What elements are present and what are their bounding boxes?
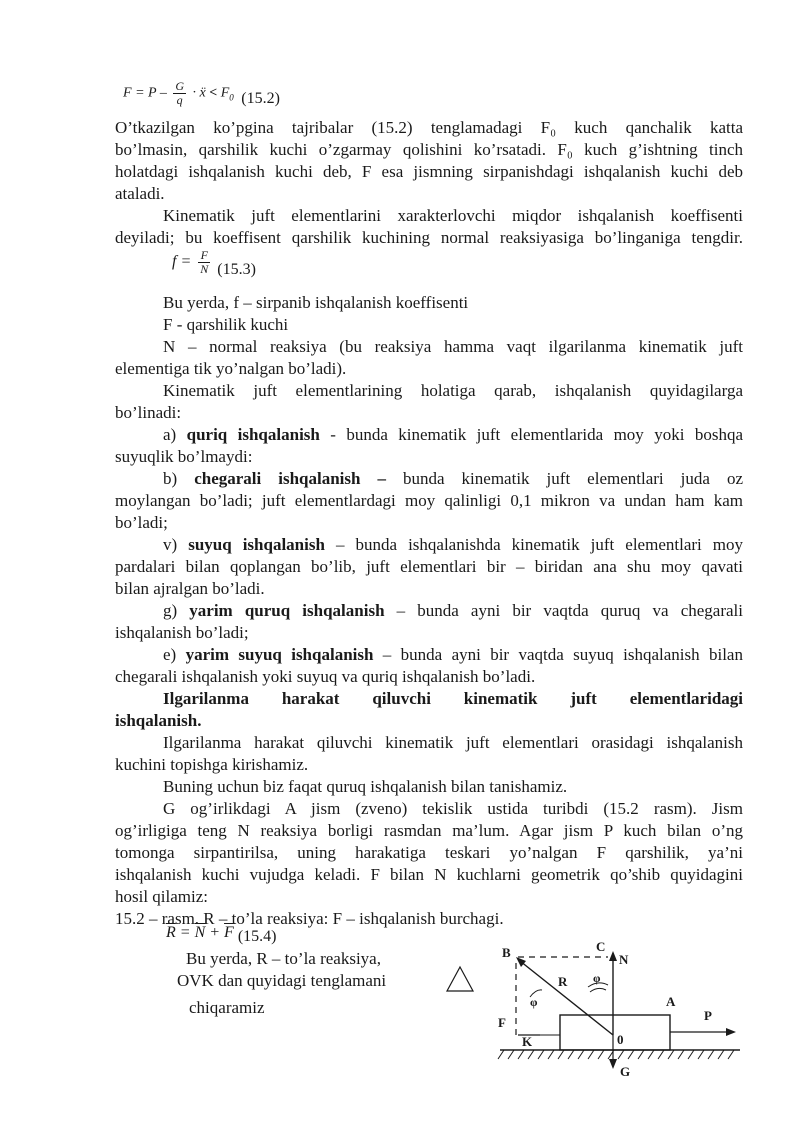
section-heading-cont: ishqalanish. [115,711,202,730]
ground-hatching [498,1050,734,1059]
fraction-numerator: G [175,79,184,93]
formula-symbol: < [209,85,218,101]
paragraph-line: G og’irlikdagi A jism (zveno) tekislik ustida turibdi (15.2 rasm). Jism [163,799,743,818]
formula-15-4 [166,924,277,945]
formula-15-3 [172,248,256,279]
paragraph-line: holatdagi ishqalanish kuchi deb, F esa jismning sirpanishdagi ishqalanish kuchi deb [115,162,743,181]
item-prefix: g) [163,601,190,620]
definition-line: Bu yerda, f – sirpanib ishqalanish koeffisenti [163,293,469,312]
list-item-g [163,600,743,622]
list-item-v [163,534,743,556]
label-r: R [558,974,568,989]
paragraph-line: Bu yerda, R – to’la reaksiya, [186,949,381,968]
list-item-b [163,468,743,490]
formula-symbol: – [159,85,167,101]
vector-symbol: $\overline{F}$ [224,924,234,941]
section-heading: Ilgarilanma harakat qiluvchi kinematik juft elementlaridagi [163,689,743,708]
formula-symbol: = [135,85,145,101]
formula-symbol: + [209,924,221,941]
formula-symbol: · [192,85,196,101]
list-item-a [163,424,743,446]
formula-symbol: = [179,924,191,941]
label-phi-2: φ [593,971,601,985]
formula-symbol: = [180,253,192,271]
item-text: – bunda ayni bir vaqtda suyuq ishqalanish bilan [373,645,743,664]
item-term: chegarali ishqalanish – [194,469,386,488]
definition-line: elementiga tik yo’nalgan bo’ladi). [115,359,347,378]
item-prefix: a) [163,425,187,444]
item-text: - bunda kinematik juft elementlarida moy yoki boshqa [319,425,743,444]
formula-symbol: P [148,85,157,101]
label-phi-1: φ [530,995,538,1009]
list-item-line: chegarali ishqalanish yoki suyuq va quriq ishqalanish bo’ladi. [115,667,536,686]
paragraph-line: chiqaramiz [189,998,265,1017]
fraction-denominator: q [176,93,183,107]
paragraph-line: Buning uchun biz faqat quruq ishqalanish bilan tanishamiz. [163,777,568,796]
item-text: bunda kinematik juft elementlari juda oz [385,469,743,488]
list-item-e [163,644,743,666]
item-term: suyuq ishqalanish [188,535,325,554]
figure-caption: 15.2 – rasm. R – to’la reaksiya: F – ishqalanish burchagi. [115,909,504,928]
vector-symbol: $\overline{R}$ [166,924,176,941]
label-n: N [619,952,629,967]
definition-line: F - qarshilik kuchi [163,315,289,334]
reaction-arrowhead [516,957,526,967]
paragraph-line: deyiladi; bu koeffisent qarshilik kuchining normal reaksiyasiga bo’linganiga tengdir. [115,228,743,247]
paragraph-line: bo’lmasin, qarshilik kuchi o’zgarmay qolishini ko’rsatadi. F₀ kuch g’ishtning tinch [115,140,743,159]
equation-number: (15.3) [217,261,256,279]
push-arrowhead [726,1028,736,1036]
paragraph-line: O’tkazilgan ko’pgina tajribalar (15.2) tenglamadagi F₀ kuch qanchalik katta [115,118,743,137]
formula-15-2 [123,79,280,107]
label-p: P [704,1008,712,1023]
paragraph-line: Kinematik juft elementlarini xarakterlovchi miqdor ishqalanish koeffisenti [163,206,743,225]
friction-diagram [490,935,750,1085]
formula-symbol: F [220,85,230,101]
formula-subscript: 0 [229,92,234,103]
formula-symbol: ẍ [199,85,206,101]
label-o: 0 [617,1032,624,1047]
list-item-line: ishqalanish bo’ladi; [115,623,249,642]
paragraph-line: tomonga sirpantirilsa, uning harakatiga teskari yo’nalgan F qarshilik, ya’ni [115,843,743,862]
formula-symbol: F [123,85,132,101]
body-a [560,1015,670,1050]
formula-fraction [198,249,210,276]
item-text: – bunda ishqalanishda kinematik juft elementlari moy [324,535,743,554]
angle-arc-3 [590,988,606,992]
paragraph-line: hosil qilamiz: [115,887,209,906]
item-term: yarim suyuq ishqalanish [185,645,374,664]
triangle-icon [445,965,475,993]
label-f: F [498,1015,506,1030]
vector-symbol: $\overline{N}$ [194,924,206,941]
fraction-denominator: N [200,262,209,276]
paragraph-line: Ilgarilanma harakat qiluvchi kinematik juft elementlari orasidagi ishqalanish [163,733,743,752]
label-g: G [620,1064,631,1079]
item-term: yarim quruq ishqalanish [189,601,385,620]
normal-arrowhead [609,951,617,961]
label-c: C [596,939,606,954]
paragraph-line: Kinematik juft elementlarining holatiga qarab, ishqalanish quyidagilarga [163,381,743,400]
item-prefix: b) [163,469,195,488]
list-item-line: bilan ajralgan bo’ladi. [115,579,265,598]
list-item-line: bo’ladi; [115,513,168,532]
label-k: K [522,1034,533,1049]
paragraph-line: kuchini topishga kirishamiz. [115,755,309,774]
paragraph-line: ishqalanish kuchi vujudga keladi. F bilan N kuchlarni geometrik qo’shib quyidagini [115,865,743,884]
list-item-line: suyuqlik bo’lmaydi: [115,447,253,466]
item-text: – bunda ayni bir vaqtda quruq va chegarali [384,601,743,620]
paragraph-line: OVK dan quyidagi tenglamani [177,971,387,990]
paragraph-line: ataladi. [115,184,165,203]
definition-line: N – normal reaksiya (bu reaksiya hamma vaqt ilgarilanma kinematik juft [163,337,743,356]
formula-fraction [173,80,186,107]
fraction-numerator: F [198,249,210,263]
label-b: B [502,945,511,960]
weight-arrowhead [609,1059,617,1069]
paragraph-line: og’irligiga teng N reaksiya borligi rasmdan ma’lum. Agar jism P kuch bilan o’ng [115,821,743,840]
list-item-line: pardalari bilan qoplangan bo’lib, juft elementlari bir – biridan ana shu moy qavati [115,557,743,576]
item-term: quriq ishqalanish [186,425,320,444]
paragraph-line: bo’linadi: [115,403,182,422]
formula-symbol: f [172,253,177,271]
equation-number: (15.4) [237,928,277,945]
label-a: A [666,994,676,1009]
equation-number: (15.2) [241,89,280,107]
item-prefix: e) [163,645,186,664]
item-prefix: v) [163,535,189,554]
list-item-line: moylangan bo’ladi; juft elementlardagi moy qalinligi 0,1 mikron va undan ham kam [115,491,743,510]
